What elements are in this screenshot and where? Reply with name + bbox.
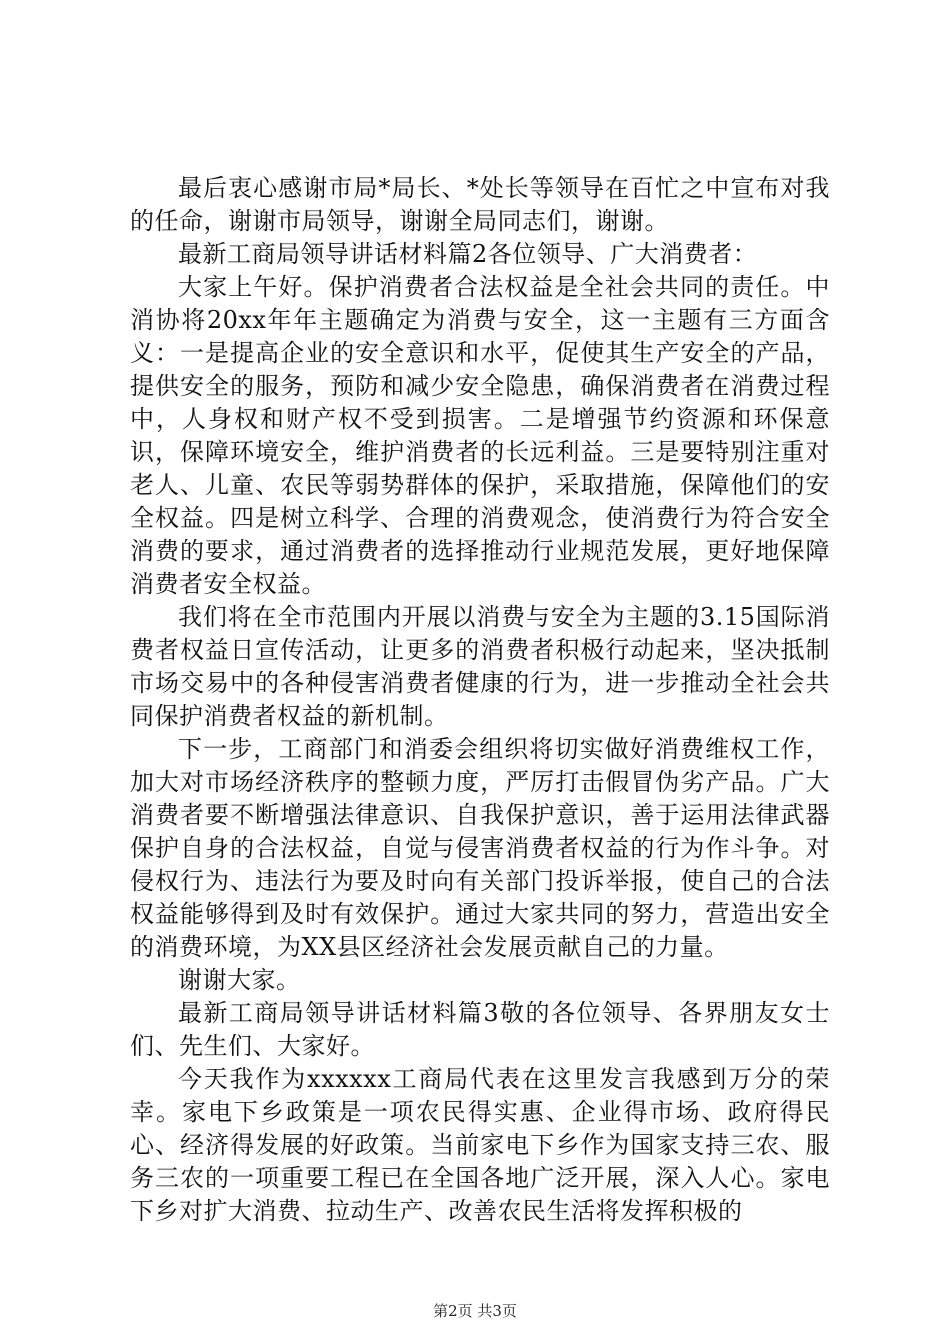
paragraph-home-appliance-policy: 今天我作为xxxxxx工商局代表在这里发言我感到万分的荣幸。家电下乡政策是一项农民得实惠、企业得市场、政府得民心、经济得发展的好政策。当前家电下乡作为国家支持三农、服务三农的一项重要工程已在全国各地广泛开展，深入人心。家电下乡对扩大消费、拉动生产、改善农民生活将发挥积极的 — [130, 1065, 830, 1225]
paragraph-speech-3-heading: 最新工商局领导讲话材料篇3敬的各位领导、各界朋友女士们、先生们、大家好。 — [130, 999, 830, 1060]
paragraph-closing-thanks: 最后衷心感谢市局*局长、*处长等领导在百忙之中宣布对我的任命，谢谢市局领导，谢谢全局同志们，谢谢。 — [130, 174, 830, 235]
page-footer: 第2页 共3页 — [433, 1302, 517, 1320]
document-body — [130, 172, 830, 1228]
paragraph-next-steps: 下一步，工商部门和消委会组织将切实做好消费维权工作，加大对市场经济秩序的整顿力度，严厉打击假冒伪劣产品。广大消费者要不断增强法律意识、自我保护意识，善于运用法律武器保护自身的合法权益，自觉与侵害消费者权益的行为作斗争。对侵权行为、违法行为要及时向有关部门投诉举报，使自己的合法权益能够得到及时有效保护。通过大家共同的努力，营造出安全的消费环境，为XX县区经济社会发展贡献自己的力量。 — [130, 735, 830, 961]
paragraph-consumer-safety-theme: 大家上午好。保护消费者合法权益是全社会共同的责任。中消协将20xx年年主题确定为消费与安全，这一主题有三方面含义：一是提高企业的安全意识和水平，促使其生产安全的产品，提供安全的服务，预防和减少安全隐患，确保消费者在消费过程中，人身权和财产权不受到损害。二是增强节约资源和环保意识，保障环境安全，维护消费者的长远利益。三是要特别注重对老人、儿童、农民等弱势群体的保护，采取措施，保障他们的安全权益。四是树立科学、合理的消费观念，使消费行为符合安全消费的要求，通过消费者的选择推动行业规范发展，更好地保障消费者安全权益。 — [130, 273, 830, 598]
paragraph-315-campaign: 我们将在全市范围内开展以消费与安全为主题的3.15国际消费者权益日宣传活动，让更多的消费者积极行动起来，坚决抵制市场交易中的各种侵害消费者健康的行为，进一步推动全社会共同保护消费者权益的新机制。 — [130, 603, 830, 730]
paragraph-speech-2-heading: 最新工商局领导讲话材料篇2各位领导、广大消费者： — [178, 240, 758, 268]
paragraph-thank-you: 谢谢大家。 — [178, 966, 301, 994]
